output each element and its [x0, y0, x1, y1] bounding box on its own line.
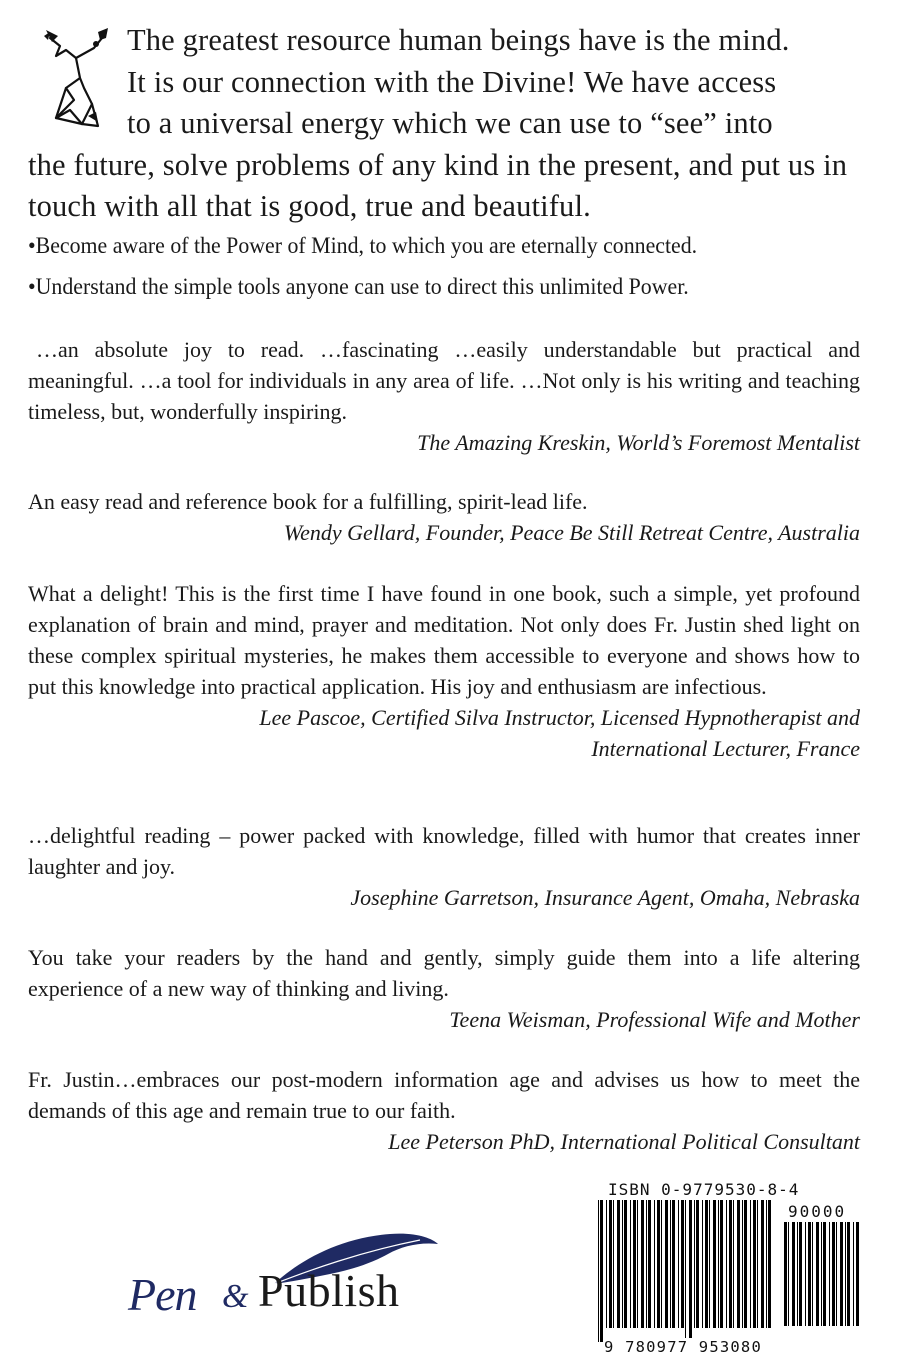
barcode-bar [641, 1200, 644, 1328]
barcode-bar [845, 1222, 846, 1326]
testimonial-attribution: Lee Pascoe, Certified Silva Instructor, Licensed Hypnotherapist and [259, 705, 860, 730]
barcode-bar [617, 1200, 620, 1328]
barcode-bar [672, 1200, 675, 1328]
barcode-bar [598, 1200, 599, 1342]
barcode-bar [853, 1222, 854, 1326]
testimonial [28, 942, 860, 1035]
ean-number: 9 780977 953080 [604, 1338, 780, 1356]
barcode-bar [600, 1200, 603, 1342]
barcode-bar [750, 1200, 751, 1328]
barcode-bar [766, 1200, 767, 1328]
barcode-bar [657, 1200, 660, 1328]
barcode-bar [805, 1222, 806, 1326]
publisher-logo [122, 1230, 442, 1330]
intro-rest: the future, solve problems of any kind in the present, and put us in touch with all that is good, true and beautiful. [28, 147, 848, 223]
testimonial [28, 486, 860, 548]
barcode-bar [812, 1222, 813, 1326]
testimonial-attribution: The Amazing Kreskin, World’s Foremost Mentalist [417, 430, 860, 455]
bullet-list [28, 226, 868, 308]
barcode-bar [713, 1200, 716, 1328]
testimonial [28, 1064, 860, 1157]
barcode-bar [797, 1222, 798, 1326]
barcode-bar [681, 1200, 684, 1328]
barcode-bar [661, 1200, 662, 1328]
intro-paragraph [28, 20, 868, 228]
testimonial-attribution: Teena Weisman, Professional Wife and Mother [449, 1007, 860, 1032]
intro-line-1: The greatest resource human beings have is the mind. [127, 23, 790, 57]
barcode-icon [598, 1200, 774, 1342]
barcode-bar [689, 1200, 692, 1342]
logo-publish-text: Publish [258, 1265, 400, 1316]
barcode-bar [609, 1200, 612, 1328]
testimonial [28, 334, 860, 458]
barcode-bar [856, 1222, 859, 1326]
barcode-bar [622, 1200, 623, 1328]
logo-pen-text: Pen [128, 1269, 197, 1320]
barcode-bar [705, 1200, 708, 1328]
barcode-bar [702, 1200, 703, 1328]
barcode-bar [624, 1200, 627, 1328]
testimonial-text: An easy read and reference book for a fulfilling, spirit-lead life. [28, 489, 588, 514]
testimonial-text: What a delight! This is the first time I have found in one book, such a simple, yet profound explanation of brain and mind, prayer and meditation. Not only does Fr. Justin shed light on these complex spiritual mysteries, he makes them accessible to everyone and shows how to put this knowledge into practical application. His joy and enthusiasm are infectious. [28, 581, 860, 699]
barcode-bar [737, 1200, 740, 1328]
barcode-bar [742, 1200, 743, 1328]
testimonial-text: …delightful reading – power packed with knowledge, filled with humor that creates inner laughter and joy. [28, 823, 860, 879]
testimonial-attribution: Lee Peterson PhD, International Political Consultant [388, 1129, 860, 1154]
barcode-bar [799, 1222, 802, 1326]
barcode-bar [646, 1200, 647, 1328]
barcode-bar [753, 1200, 756, 1328]
intro-line-3: to a universal energy which we can use to “see” into [127, 106, 773, 140]
barcode-bar [606, 1200, 607, 1328]
testimonial-text: Fr. Justin…embraces our post-modern information age and advises us how to meet the demands of this age and remain true to our faith. [28, 1067, 860, 1123]
barcode-bar [792, 1222, 795, 1326]
bullet-item: •Become aware of the Power of Mind, to which you are eternally connected. [28, 233, 698, 259]
barcode-bar [729, 1200, 732, 1328]
barcode-bar [637, 1200, 638, 1328]
barcode-bar [744, 1200, 747, 1328]
barcode-bar [720, 1200, 723, 1328]
barcode-bar [726, 1200, 727, 1328]
barcode-addon-icon [784, 1222, 860, 1340]
barcode-bar [733, 1200, 734, 1328]
barcode-bar [630, 1200, 631, 1328]
testimonial-text: You take your readers by the hand and gently, simply guide them into a life altering experience of a new way of thinking and living. [28, 945, 860, 1001]
bullet-item: •Understand the simple tools anyone can use to direct this unlimited Power. [28, 274, 689, 300]
barcode-bar [847, 1222, 850, 1326]
barcode-bar [633, 1200, 636, 1328]
barcode-bar [836, 1222, 837, 1326]
barcode-bar [816, 1222, 819, 1326]
barcode-bar [685, 1200, 686, 1342]
barcode-bar [788, 1222, 789, 1326]
barcode-bar [718, 1200, 719, 1328]
testimonial-attribution: Wendy Gellard, Founder, Peace Be Still Retreat Centre, Australia [283, 520, 860, 545]
barcode-bar [678, 1200, 679, 1328]
barcode-bar [829, 1222, 830, 1326]
barcode-addon-number: 90000 [788, 1202, 847, 1221]
barcode-bar [823, 1222, 826, 1326]
barcode-bar [761, 1200, 764, 1328]
barcode-bar [832, 1222, 835, 1326]
logo-ampersand: & [222, 1278, 249, 1315]
barcode-bar [670, 1200, 671, 1328]
barcode-bar [648, 1200, 651, 1328]
barcode-bar [757, 1200, 758, 1328]
barcode-bar [768, 1200, 771, 1328]
testimonial-text: …an absolute joy to read. …fascinating …easily understandable but practical and meaningful. …a tool for individuals in any area of life. …Not only is his writing and teaching timeless, but, wonderfully inspiring. [28, 337, 860, 424]
testimonial [28, 578, 860, 764]
testimonial [28, 820, 860, 913]
intro-line-2: It is our connection with the Divine! We have access [127, 64, 777, 99]
barcode-bar [709, 1200, 710, 1328]
barcode-bar [613, 1200, 614, 1328]
isbn-label: ISBN 0-9779530-8-4 [608, 1180, 800, 1199]
barcode-bar [821, 1222, 822, 1326]
barcode-bar [665, 1200, 668, 1328]
barcode-bar [654, 1200, 655, 1328]
testimonial-attribution: Josephine Garretson, Insurance Agent, Omaha, Nebraska [350, 885, 860, 910]
barcode-bar [696, 1200, 699, 1328]
barcode-bar [808, 1222, 811, 1326]
barcode-bar [840, 1222, 843, 1326]
testimonial-attribution: International Lecturer, France [591, 736, 860, 761]
barcode-bar [784, 1222, 787, 1326]
barcode-bar [694, 1200, 695, 1328]
